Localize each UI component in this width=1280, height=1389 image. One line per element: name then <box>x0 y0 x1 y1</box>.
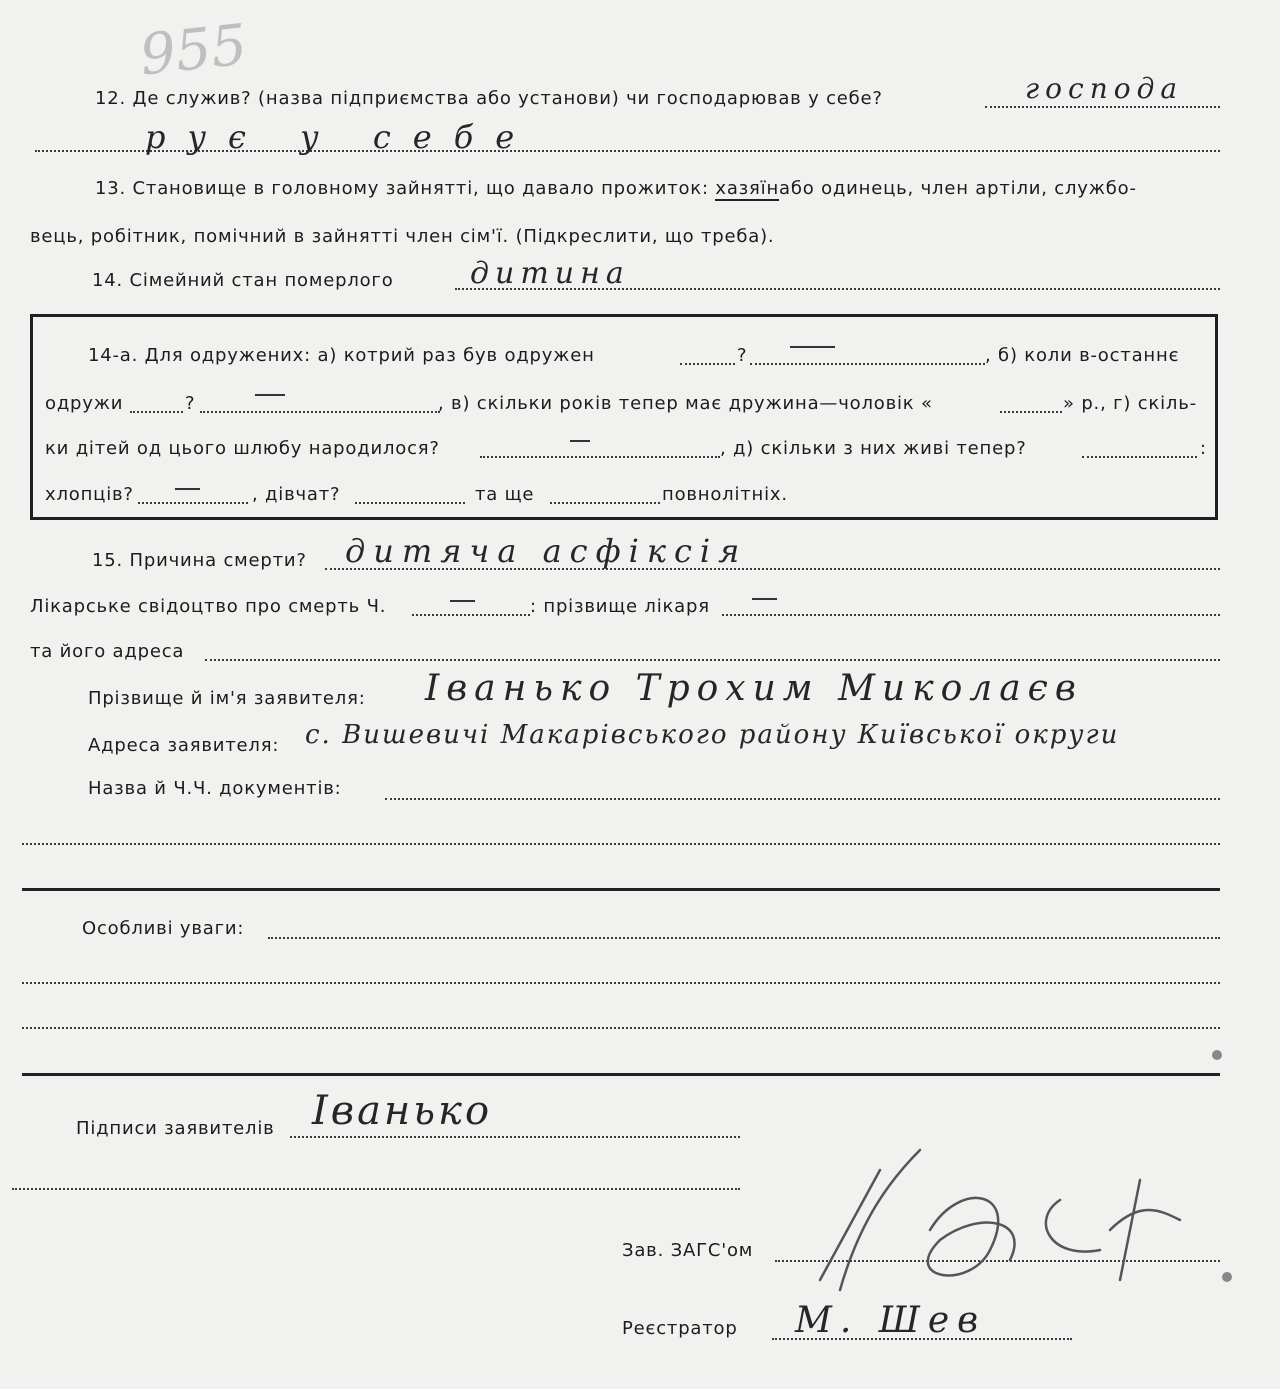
applicants-signature-field-1 <box>290 1136 740 1138</box>
pin-hole-mark <box>1212 1050 1222 1060</box>
q14a-line3-b: , д) скільки з них живі тепер? <box>720 438 1027 459</box>
q14a-line3-dash <box>570 440 590 442</box>
applicant-name-label: Прізвище й ім'я заявителя: <box>88 688 366 709</box>
q14a-line4-d: повнолітніх. <box>662 484 788 505</box>
remarks-field-3 <box>22 1027 1220 1029</box>
q14a-line2-dash <box>255 394 285 396</box>
q14-label: 14. Сімейний стан померлого <box>92 270 394 291</box>
section-divider-2 <box>22 1073 1220 1076</box>
q15-label: 15. Причина смерти? <box>92 550 307 571</box>
q14a-line2-b: , в) скільки років тепер має дружина—чоловік « <box>438 393 933 414</box>
q13-line1-prefix: 13. Становище в головному зайнятті, що давало прожиток: <box>95 178 709 199</box>
applicant-address-value: с. Вишевичі Макарівського району Київської округи <box>305 720 1120 750</box>
q12-answer-line-1 <box>985 106 1220 108</box>
applicant-address-label: Адреса заявителя: <box>88 735 280 756</box>
q14a-line2-age-field <box>1000 411 1062 413</box>
q14a-line1-dash <box>790 346 835 348</box>
documents-field-2 <box>22 843 1220 845</box>
q14a-line3-a: ки дітей од цього шлюбу народилося? <box>45 438 440 459</box>
doctor-address-label: та його адреса <box>30 641 185 662</box>
q12-answer-part1: господа <box>1025 72 1184 105</box>
q14a-line1-a: 14-а. Для одружених: а) котрий раз був одружен <box>88 345 595 366</box>
q15-answer: дитяча асфіксія <box>345 532 748 570</box>
applicants-signature-label: Підписи заявителів <box>76 1118 275 1139</box>
section-divider-1 <box>22 888 1220 891</box>
pin-hole-mark <box>1222 1272 1232 1282</box>
applicant-name-value: Іванько Трохим Миколаєв <box>425 668 1083 709</box>
applicants-signature-value: Іванько <box>312 1088 493 1134</box>
q13-line1-suffix: або одинець, член артіли, службо- <box>779 178 1137 199</box>
q14a-boys-field <box>138 502 248 504</box>
q14a-line2-c: » р., г) скіль- <box>1063 393 1197 414</box>
head-of-registry-label: Зав. ЗАГС'ом <box>622 1240 754 1261</box>
q14a-line1-field-1 <box>680 363 735 365</box>
doctor-name-label: : прізвище лікаря <box>530 596 710 617</box>
q13-line-2: вець, робітник, помічний в зайнятті член сім'ї. (Підкреслити, що треба). <box>30 226 775 247</box>
q14a-line1-field-2 <box>750 363 985 365</box>
q14a-line3-field-1 <box>480 456 720 458</box>
q13-underlined-option: хазяїн <box>715 178 780 199</box>
q14a-line2-field-1 <box>130 411 183 413</box>
remarks-label: Особливі уваги: <box>82 918 245 939</box>
applicants-signature-field-2 <box>12 1188 740 1190</box>
doctor-cert-number-field <box>412 614 530 616</box>
q14a-line3-field-2 <box>1082 456 1197 458</box>
archive-pencil-mark: 955 <box>136 12 250 89</box>
head-signature-scribble <box>780 1140 1200 1320</box>
registrar-signature-value: М. Шев <box>795 1300 987 1341</box>
doctor-cert-dash <box>450 600 475 602</box>
doctor-address-field <box>205 659 1220 661</box>
q14a-girls-field <box>355 502 465 504</box>
remarks-field-1 <box>268 937 1220 939</box>
q14a-adult-field <box>550 502 660 504</box>
doctor-cert-label: Лікарське свідоцтво про смерть Ч. <box>30 596 387 617</box>
doctor-name-field <box>722 614 1220 616</box>
q14-answer: дитина <box>470 256 630 291</box>
registrar-label: Реєстратор <box>622 1318 738 1339</box>
q14a-line3-c: : <box>1200 438 1207 459</box>
q14a-line2-a: одружи <box>45 393 124 414</box>
q12-answer-part2: рує у себе <box>145 118 537 156</box>
documents-field-1 <box>385 798 1220 800</box>
q14a-line1-b: , б) коли в-останнє <box>985 345 1180 366</box>
q14a-line1-q: ? <box>737 345 748 366</box>
q14a-line2-field-2 <box>200 411 440 413</box>
q12-label: 12. Де служив? (назва підприємства або установи) чи господарював у себе? <box>95 88 883 109</box>
q14a-line4-b: , дівчат? <box>252 484 341 505</box>
q14a-boys-dash <box>175 488 200 490</box>
remarks-field-2 <box>22 982 1220 984</box>
q14a-line4-a: хлопців? <box>45 484 134 505</box>
documents-label: Назва й Ч.Ч. документів: <box>88 778 342 799</box>
q14a-line2-q: ? <box>185 393 196 414</box>
doctor-name-dash <box>752 598 777 600</box>
q14a-line4-c: та ще <box>475 484 535 505</box>
q13-line-1 <box>95 178 1137 199</box>
